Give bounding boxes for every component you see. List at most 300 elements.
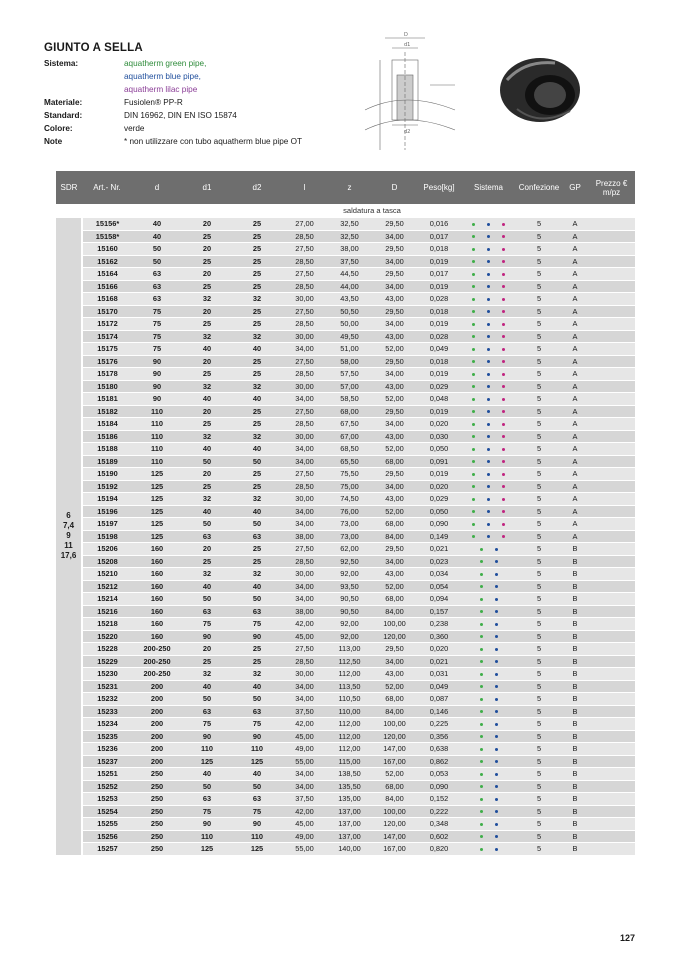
blue-dot-icon <box>495 623 498 626</box>
price-cell <box>588 693 635 706</box>
table-row <box>56 818 635 831</box>
lilac-dot-icon <box>502 260 505 263</box>
z-cell: 93,50 <box>327 580 372 593</box>
d-cell: 75 <box>132 343 182 356</box>
technical-drawing <box>360 30 480 160</box>
l-cell: 42,00 <box>282 618 327 631</box>
sistema-cell <box>461 655 516 668</box>
table-row <box>56 418 635 431</box>
blue-dot-icon <box>495 635 498 638</box>
d2-cell: 40 <box>232 393 282 406</box>
sistema-lilac: aquatherm lilac pipe <box>124 85 198 94</box>
l-cell: 30,00 <box>282 330 327 343</box>
gp-cell: A <box>562 305 588 318</box>
column-header: d <box>132 171 182 204</box>
art-nr-cell: 15251 <box>82 768 132 781</box>
d2-cell: 110 <box>232 830 282 843</box>
confezione-cell: 5 <box>516 355 562 368</box>
D-cell: 84,00 <box>372 705 417 718</box>
table-row <box>56 243 635 256</box>
art-nr-cell: 15180 <box>82 380 132 393</box>
art-nr-cell: 15156* <box>82 218 132 231</box>
blue-dot-icon <box>487 535 490 538</box>
peso-cell: 0,053 <box>417 768 461 781</box>
gp-cell: B <box>562 680 588 693</box>
d-cell: 90 <box>132 368 182 381</box>
confezione-cell: 5 <box>516 268 562 281</box>
price-cell <box>588 318 635 331</box>
confezione-cell: 5 <box>516 618 562 631</box>
gp-cell: B <box>562 555 588 568</box>
table-row <box>56 830 635 843</box>
lilac-dot-icon <box>502 523 505 526</box>
d1-cell: 20 <box>182 218 232 231</box>
d2-cell: 40 <box>232 443 282 456</box>
d-cell: 200 <box>132 693 182 706</box>
confezione-cell: 5 <box>516 818 562 831</box>
peso-cell: 0,030 <box>417 430 461 443</box>
blue-dot-icon <box>495 573 498 576</box>
peso-cell: 0,090 <box>417 780 461 793</box>
confezione-cell: 5 <box>516 730 562 743</box>
z-cell: 37,50 <box>327 255 372 268</box>
d2-cell: 40 <box>232 680 282 693</box>
confezione-cell: 5 <box>516 655 562 668</box>
green-dot-icon <box>472 523 475 526</box>
sistema-cell <box>461 805 516 818</box>
art-nr-cell: 15186 <box>82 430 132 443</box>
sistema-cell <box>461 430 516 443</box>
D-cell: 34,00 <box>372 230 417 243</box>
confezione-cell: 5 <box>516 393 562 406</box>
d-cell: 110 <box>132 430 182 443</box>
price-cell <box>588 330 635 343</box>
sistema-cell <box>461 705 516 718</box>
D-cell: 100,00 <box>372 618 417 631</box>
l-cell: 27,00 <box>282 218 327 231</box>
l-cell: 42,00 <box>282 805 327 818</box>
sistema-cell <box>461 343 516 356</box>
sdr-value: 7,4 <box>62 521 75 531</box>
art-nr-cell: 15233 <box>82 705 132 718</box>
peso-cell: 0,020 <box>417 643 461 656</box>
d-cell: 110 <box>132 418 182 431</box>
confezione-cell: 5 <box>516 468 562 481</box>
table-row <box>56 630 635 643</box>
l-cell: 30,00 <box>282 493 327 506</box>
green-dot-icon <box>472 398 475 401</box>
D-cell: 43,00 <box>372 493 417 506</box>
confezione-cell: 5 <box>516 318 562 331</box>
sistema-cell <box>461 255 516 268</box>
gp-cell: A <box>562 493 588 506</box>
d2-cell: 125 <box>232 843 282 856</box>
table-row <box>56 343 635 356</box>
sistema-cell <box>461 318 516 331</box>
d1-cell: 125 <box>182 843 232 856</box>
d2-cell: 25 <box>232 255 282 268</box>
gp-cell: B <box>562 605 588 618</box>
price-cell <box>588 830 635 843</box>
svg-text:d1: d1 <box>404 42 411 48</box>
table-row <box>56 655 635 668</box>
green-dot-icon <box>472 485 475 488</box>
D-cell: 52,00 <box>372 443 417 456</box>
blue-dot-icon <box>495 610 498 613</box>
D-cell: 120,00 <box>372 630 417 643</box>
price-cell <box>588 793 635 806</box>
materiale-label: Materiale: <box>44 98 83 107</box>
sistema-cell <box>461 593 516 606</box>
l-cell: 27,50 <box>282 643 327 656</box>
blue-dot-icon <box>487 360 490 363</box>
gp-cell: B <box>562 730 588 743</box>
lilac-dot-icon <box>502 398 505 401</box>
z-cell: 67,00 <box>327 430 372 443</box>
z-cell: 112,00 <box>327 718 372 731</box>
d2-cell: 25 <box>232 355 282 368</box>
confezione-cell: 5 <box>516 693 562 706</box>
blue-dot-icon <box>487 435 490 438</box>
sistema-cell <box>461 243 516 256</box>
d1-cell: 20 <box>182 355 232 368</box>
svg-text:D: D <box>404 32 408 38</box>
z-cell: 92,00 <box>327 618 372 631</box>
D-cell: 34,00 <box>372 480 417 493</box>
blue-dot-icon <box>487 298 490 301</box>
z-cell: 43,50 <box>327 293 372 306</box>
peso-cell: 0,049 <box>417 343 461 356</box>
peso-cell: 0,638 <box>417 743 461 756</box>
blue-dot-icon <box>495 735 498 738</box>
z-cell: 50,50 <box>327 305 372 318</box>
z-cell: 44,50 <box>327 268 372 281</box>
d1-cell: 50 <box>182 518 232 531</box>
z-cell: 51,00 <box>327 343 372 356</box>
price-cell <box>588 493 635 506</box>
art-nr-cell: 15236 <box>82 743 132 756</box>
d1-cell: 25 <box>182 555 232 568</box>
product-specs <box>44 57 302 148</box>
art-nr-cell: 15229 <box>82 655 132 668</box>
d1-cell: 40 <box>182 443 232 456</box>
blue-dot-icon <box>487 310 490 313</box>
table-row <box>56 693 635 706</box>
gp-cell: B <box>562 593 588 606</box>
d2-cell: 25 <box>232 305 282 318</box>
price-cell <box>588 368 635 381</box>
price-cell <box>588 755 635 768</box>
d-cell: 250 <box>132 843 182 856</box>
gp-cell: B <box>562 705 588 718</box>
z-cell: 113,00 <box>327 643 372 656</box>
z-cell: 32,50 <box>327 218 372 231</box>
sistema-cell <box>461 480 516 493</box>
d1-cell: 125 <box>182 755 232 768</box>
confezione-cell: 5 <box>516 518 562 531</box>
table-row <box>56 768 635 781</box>
price-cell <box>588 518 635 531</box>
z-cell: 137,00 <box>327 805 372 818</box>
confezione-cell: 5 <box>516 555 562 568</box>
gp-cell: A <box>562 318 588 331</box>
sistema-cell <box>461 280 516 293</box>
D-cell: 29,50 <box>372 468 417 481</box>
d1-cell: 20 <box>182 305 232 318</box>
green-dot-icon <box>480 773 483 776</box>
blue-dot-icon <box>487 410 490 413</box>
d1-cell: 32 <box>182 568 232 581</box>
sistema-cell <box>461 630 516 643</box>
d2-cell: 32 <box>232 668 282 681</box>
lilac-dot-icon <box>502 423 505 426</box>
page-title: GIUNTO A SELLA <box>44 42 143 54</box>
l-cell: 34,00 <box>282 343 327 356</box>
gp-cell: B <box>562 755 588 768</box>
confezione-cell: 5 <box>516 293 562 306</box>
confezione-cell: 5 <box>516 805 562 818</box>
price-cell <box>588 618 635 631</box>
gp-cell: A <box>562 330 588 343</box>
green-dot-icon <box>472 298 475 301</box>
sistema-cell <box>461 418 516 431</box>
d2-cell: 32 <box>232 493 282 506</box>
table-row <box>56 643 635 656</box>
gp-cell: B <box>562 643 588 656</box>
confezione-cell: 5 <box>516 580 562 593</box>
blue-dot-icon <box>495 748 498 751</box>
d-cell: 125 <box>132 518 182 531</box>
art-nr-cell: 15174 <box>82 330 132 343</box>
green-dot-icon <box>472 260 475 263</box>
price-cell <box>588 818 635 831</box>
table-row <box>56 668 635 681</box>
l-cell: 45,00 <box>282 630 327 643</box>
art-nr-cell: 15176 <box>82 355 132 368</box>
d1-cell: 63 <box>182 705 232 718</box>
confezione-cell: 5 <box>516 680 562 693</box>
d2-cell: 90 <box>232 630 282 643</box>
lilac-dot-icon <box>502 435 505 438</box>
d-cell: 160 <box>132 618 182 631</box>
blue-dot-icon <box>495 810 498 813</box>
d2-cell: 25 <box>232 555 282 568</box>
D-cell: 43,00 <box>372 430 417 443</box>
art-nr-cell: 15188 <box>82 443 132 456</box>
price-cell <box>588 580 635 593</box>
blue-dot-icon <box>487 235 490 238</box>
price-cell <box>588 380 635 393</box>
peso-cell: 0,087 <box>417 693 461 706</box>
d-cell: 50 <box>132 255 182 268</box>
table-row <box>56 843 635 856</box>
D-cell: 100,00 <box>372 805 417 818</box>
peso-cell: 0,034 <box>417 568 461 581</box>
l-cell: 34,00 <box>282 768 327 781</box>
column-header: SDR <box>56 171 82 204</box>
table-row <box>56 618 635 631</box>
gp-cell: B <box>562 830 588 843</box>
d2-cell: 40 <box>232 580 282 593</box>
art-nr-cell: 15172 <box>82 318 132 331</box>
sistema-cell <box>461 505 516 518</box>
blue-dot-icon <box>495 698 498 701</box>
gp-cell: B <box>562 843 588 856</box>
sistema-cell <box>461 643 516 656</box>
peso-cell: 0,018 <box>417 243 461 256</box>
z-cell: 112,00 <box>327 730 372 743</box>
peso-cell: 0,018 <box>417 355 461 368</box>
z-cell: 76,00 <box>327 505 372 518</box>
z-cell: 32,50 <box>327 230 372 243</box>
d-cell: 250 <box>132 818 182 831</box>
table-row <box>56 268 635 281</box>
green-dot-icon <box>472 423 475 426</box>
l-cell: 45,00 <box>282 818 327 831</box>
l-cell: 34,00 <box>282 518 327 531</box>
sistema-cell <box>461 780 516 793</box>
blue-dot-icon <box>495 835 498 838</box>
l-cell: 27,50 <box>282 243 327 256</box>
D-cell: 52,00 <box>372 505 417 518</box>
sistema-cell <box>461 380 516 393</box>
table-row <box>56 805 635 818</box>
green-dot-icon <box>480 548 483 551</box>
l-cell: 27,50 <box>282 305 327 318</box>
blue-dot-icon <box>487 423 490 426</box>
blue-dot-icon <box>487 523 490 526</box>
d-cell: 200-250 <box>132 668 182 681</box>
lilac-dot-icon <box>502 385 505 388</box>
l-cell: 42,00 <box>282 718 327 731</box>
table-row <box>56 305 635 318</box>
column-header: d2 <box>232 171 282 204</box>
art-nr-cell: 15178 <box>82 368 132 381</box>
peso-cell: 0,029 <box>417 380 461 393</box>
d2-cell: 90 <box>232 818 282 831</box>
peso-cell: 0,021 <box>417 655 461 668</box>
sistema-cell <box>461 543 516 556</box>
blue-dot-icon <box>495 723 498 726</box>
d-cell: 125 <box>132 530 182 543</box>
green-dot-icon <box>472 385 475 388</box>
gp-cell: A <box>562 418 588 431</box>
green-dot-icon <box>480 785 483 788</box>
peso-cell: 0,090 <box>417 518 461 531</box>
d-cell: 40 <box>132 218 182 231</box>
confezione-cell: 5 <box>516 743 562 756</box>
gp-cell: B <box>562 630 588 643</box>
price-cell <box>588 605 635 618</box>
table-row <box>56 493 635 506</box>
sistema-cell <box>461 530 516 543</box>
z-cell: 75,50 <box>327 468 372 481</box>
D-cell: 84,00 <box>372 530 417 543</box>
l-cell: 38,00 <box>282 605 327 618</box>
peso-cell: 0,820 <box>417 843 461 856</box>
lilac-dot-icon <box>502 285 505 288</box>
price-cell <box>588 668 635 681</box>
blue-dot-icon <box>495 785 498 788</box>
price-cell <box>588 243 635 256</box>
green-dot-icon <box>480 735 483 738</box>
sistema-cell <box>461 668 516 681</box>
d2-cell: 25 <box>232 655 282 668</box>
sistema-cell <box>461 755 516 768</box>
D-cell: 147,00 <box>372 830 417 843</box>
table-row <box>56 530 635 543</box>
confezione-cell: 5 <box>516 243 562 256</box>
green-dot-icon <box>472 348 475 351</box>
gp-cell: A <box>562 343 588 356</box>
gp-cell: B <box>562 805 588 818</box>
d-cell: 125 <box>132 493 182 506</box>
D-cell: 52,00 <box>372 768 417 781</box>
peso-cell: 0,017 <box>417 230 461 243</box>
gp-cell: A <box>562 430 588 443</box>
l-cell: 34,00 <box>282 580 327 593</box>
svg-text:d2: d2 <box>404 129 411 135</box>
D-cell: 43,00 <box>372 330 417 343</box>
d-cell: 200 <box>132 718 182 731</box>
green-dot-icon <box>472 373 475 376</box>
d1-cell: 32 <box>182 430 232 443</box>
table-row <box>56 330 635 343</box>
d-cell: 160 <box>132 543 182 556</box>
subheader-row <box>56 204 635 218</box>
d2-cell: 25 <box>232 480 282 493</box>
gp-cell: A <box>562 393 588 406</box>
confezione-cell: 5 <box>516 280 562 293</box>
green-dot-icon <box>480 835 483 838</box>
blue-dot-icon <box>487 348 490 351</box>
d-cell: 250 <box>132 805 182 818</box>
l-cell: 30,00 <box>282 380 327 393</box>
confezione-cell: 5 <box>516 505 562 518</box>
gp-cell: A <box>562 255 588 268</box>
z-cell: 68,50 <box>327 443 372 456</box>
peso-cell: 0,146 <box>417 705 461 718</box>
lilac-dot-icon <box>502 510 505 513</box>
l-cell: 27,50 <box>282 355 327 368</box>
d-cell: 200-250 <box>132 655 182 668</box>
D-cell: 68,00 <box>372 455 417 468</box>
confezione-cell: 5 <box>516 368 562 381</box>
z-cell: 57,50 <box>327 368 372 381</box>
d2-cell: 50 <box>232 693 282 706</box>
d-cell: 90 <box>132 355 182 368</box>
sistema-cell <box>461 743 516 756</box>
d2-cell: 110 <box>232 743 282 756</box>
confezione-cell: 5 <box>516 718 562 731</box>
d-cell: 250 <box>132 780 182 793</box>
d-cell: 160 <box>132 630 182 643</box>
d-cell: 200 <box>132 705 182 718</box>
d1-cell: 75 <box>182 618 232 631</box>
d-cell: 125 <box>132 480 182 493</box>
table-row <box>56 280 635 293</box>
z-cell: 50,00 <box>327 318 372 331</box>
lilac-dot-icon <box>502 460 505 463</box>
table-row <box>56 430 635 443</box>
art-nr-cell: 15164 <box>82 268 132 281</box>
d1-cell: 90 <box>182 730 232 743</box>
blue-dot-icon <box>487 510 490 513</box>
z-cell: 67,50 <box>327 418 372 431</box>
d2-cell: 90 <box>232 730 282 743</box>
art-nr-cell: 15253 <box>82 793 132 806</box>
d1-cell: 50 <box>182 455 232 468</box>
